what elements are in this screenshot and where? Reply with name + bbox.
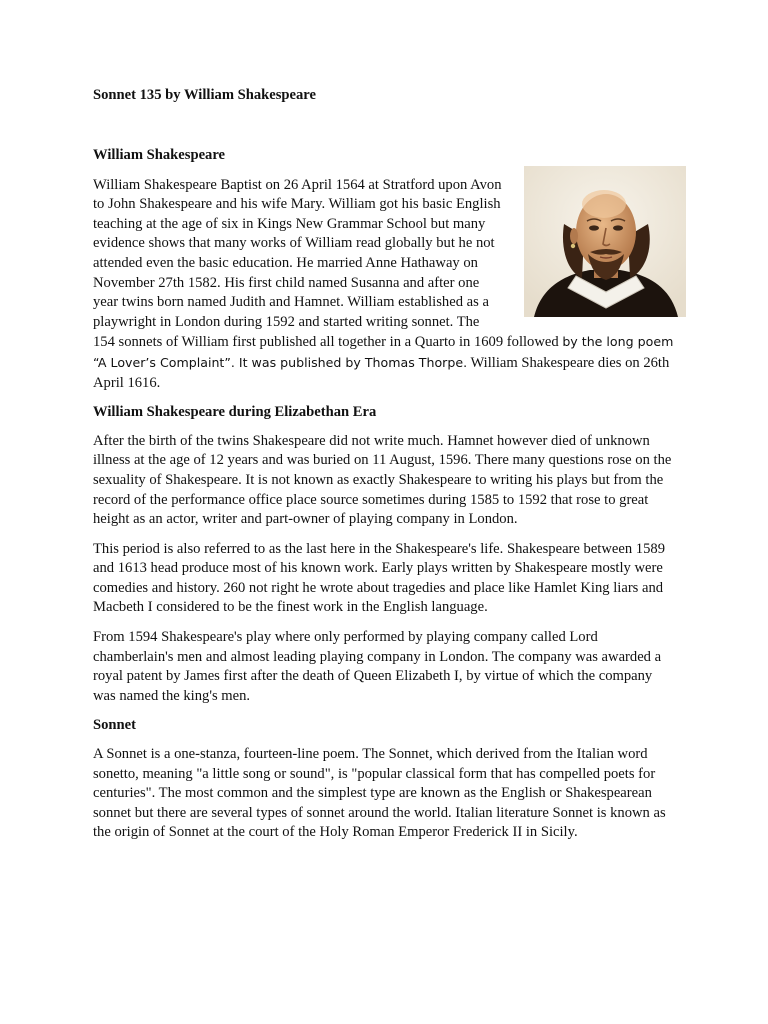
section-heading-sonnet: Sonnet [93, 717, 136, 734]
section-heading-biography: William Shakespeare [93, 147, 226, 163]
biography-text-part1: William Shakespeare Baptist on 26 April 1564 at Stratford upon Avon to John Shakespeare and his wife Mary. William got his basic English teaching at the age of six in Kings New Grammar School but many evidence shows that many works of William read globally but he not attended even the basic education. He married Anne Hathaway on November 27th 1582. His first child named Susanna and after one year twins born named Judith and Hamnet. William established as a playwright in London during 1592 and started writing sonnet. The 154 sonnets of William first published all together in a Quarto in 1609 followed [93, 176, 563, 351]
elizabethan-paragraph-1: After the birth of the twins Shakespeare did not write much. Hamnet however died of unknown illness at the age of 12 years and was buried on 11 August, 1596. There many questions rose on the sexuality of Shakespeare. It is not known as exactly Shakespeare to writing his plays but from the record of the performance office place source sometimes during 1585 to 1592 that rose to great height as an actor, writer and part-owner of playing company in London. [93, 432, 672, 528]
sonnet-paragraph: A Sonnet is a one-stanza, fourteen-line poem. The Sonnet, which derived from the Italian word sonetto, meaning "a little song or sound", is "popular classical form that has compelled poets for centuries". The most common and the simplest type are known as the English or Shakespearean sonnet but there are several types of sonnet around the world. Italian literature Sonnet is known as the origin of Sonnet at the court of the Holy Roman Emperor Frederick II in Sicily. [93, 746, 666, 841]
biography-text-part3: William Shakespeare dies on 26th April 1616. [93, 354, 670, 391]
shakespeare-portrait [524, 166, 686, 317]
biography-text-part2: by the long poem “A Lover’s Complaint”. It was published by Thomas Thorpe. [93, 334, 674, 370]
section-heading-elizabethan-era: William Shakespeare during Elizabethan Era [93, 404, 377, 421]
document-page [93, 86, 678, 853]
elizabethan-paragraph-2: This period is also referred to as the last here in the Shakespeare's life. Shakespeare between 1589 and 1613 head produce most of his known work. Early plays written by Shakespeare mostly were comedies and history. 260 not right he wrote about tragedies and place like Hamlet King liars and Macbeth I considered to be the finest work in the English language. [93, 540, 665, 616]
elizabethan-paragraph-3: From 1594 Shakespeare's play where only performed by playing company called Lord chamberlain's men and almost leading playing company in London. The company was awarded a royal patent by James first after the death of Queen Elizabeth I, by virtue of which the company was named the king's men. [93, 629, 662, 704]
document-title: Sonnet 135 by William Shakespeare [93, 87, 317, 103]
